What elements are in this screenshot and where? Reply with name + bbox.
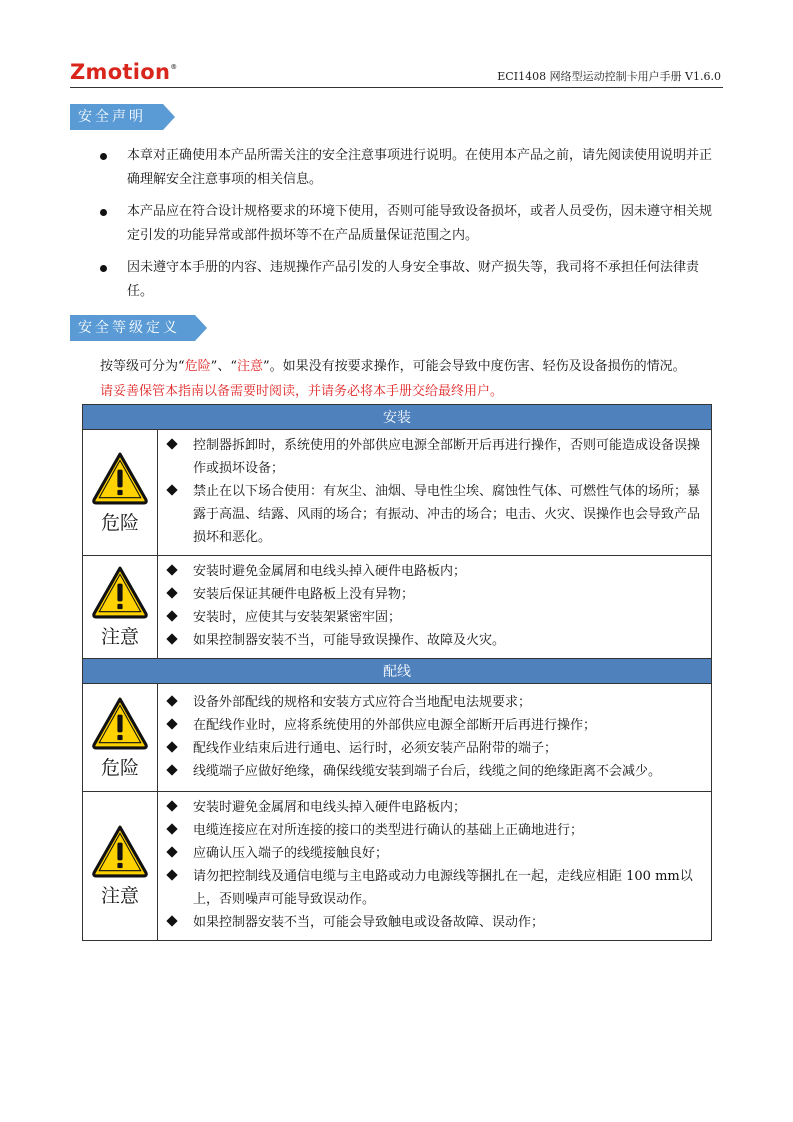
document-title: ECI1408 网络型运动控制卡用户手册 V1.6.0 [497, 70, 721, 83]
list-item: 安装时避免金属屑和电线头掉入硬件电路板内； [166, 560, 703, 583]
table-band-wiring: 配线 [83, 659, 712, 684]
list-item: 本章对正确使用本产品所需关注的安全注意事项进行说明。在使用本产品之前，请先阅读使用说明并正确理解安全注意事项的相关信息。 [100, 144, 722, 192]
list-item: 在配线作业时，应将系统使用的外部供应电源全部断开后再进行操作； [166, 714, 703, 737]
list-item: 本产品应在符合设计规格要求的环境下使用，否则可能导致设备损坏，或者人员受伤，因未遵守相关规定引发的功能异常或部件损坏等不在产品质量保证范围之内。 [100, 200, 722, 248]
warning-triangle-icon [91, 824, 149, 879]
list-item: 如果控制器安装不当，可能会导致触电或设备故障、误动作； [166, 911, 703, 934]
caution-label: 注意 [100, 626, 139, 648]
list-item: 电缆连接应在对所连接的接口的类型进行确认的基础上正确地进行； [166, 819, 703, 842]
list-item: 安装后保证其硬件电路板上没有异物； [166, 583, 703, 606]
list-item: 请勿把控制线及通信电缆与主电路或动力电源线等捆扎在一起，走线应相距 100 mm以上，否则噪声可能导致误动作。 [166, 865, 703, 911]
header-divider [70, 87, 723, 88]
table-row [83, 684, 712, 792]
list-item: 线缆端子应做好绝缘，确保线缆安装到端子台后，线缆之间的绝缘距离不会减少。 [166, 760, 703, 783]
safety-levels-intro: 按等级可分为“危险”、“注意”。如果没有按要求操作，可能会导致中度伤害、轻伤及设备损伤的情况。 [100, 359, 686, 374]
safety-table [82, 404, 712, 941]
safety-statement-list [100, 144, 722, 312]
list-item: 应确认压入端子的线缆接触良好； [166, 842, 703, 865]
table-row [83, 430, 712, 556]
danger-label: 危险 [100, 511, 139, 534]
table-row [83, 792, 712, 941]
caution-label: 注意 [100, 885, 139, 907]
warning-triangle-icon [91, 565, 149, 620]
list-item: 配线作业结束后进行通电、运行时，必须安装产品附带的端子； [166, 737, 703, 760]
warning-triangle-icon [91, 696, 149, 751]
list-item: 如果控制器安装不当，可能导致误操作、故障及火灾。 [166, 629, 703, 652]
zmotion-logo: Zmotion® [70, 60, 178, 84]
list-item: 因未遵守本手册的内容、违规操作产品引发的人身安全事故、财产损失等，我司将不承担任何法律责任。 [100, 256, 722, 304]
warning-triangle-icon [91, 451, 149, 506]
keep-manual-note: 请妥善保管本指南以备需要时阅读，并请务必将本手册交给最终用户。 [100, 384, 504, 399]
list-item: 控制器拆卸时，系统使用的外部供应电源全部断开后再进行操作，否则可能造成设备误操作或损坏设备； [166, 434, 703, 480]
list-item: 禁止在以下场合使用：有灰尘、油烟、导电性尘埃、腐蚀性气体、可燃性气体的场所；暴露于高温、结露、风雨的场合；有振动、冲击的场合；电击、火灾、误操作也会导致产品损坏和恶化。 [166, 480, 703, 549]
table-band-install: 安装 [83, 405, 712, 430]
danger-label: 危险 [100, 756, 139, 779]
list-item: 安装时避免金属屑和电线头掉入硬件电路板内； [166, 796, 703, 819]
list-item: 设备外部配线的规格和安装方式应符合当地配电法规要求； [166, 691, 703, 714]
table-row [83, 556, 712, 659]
list-item: 安装时，应使其与安装架紧密牢固； [166, 606, 703, 629]
